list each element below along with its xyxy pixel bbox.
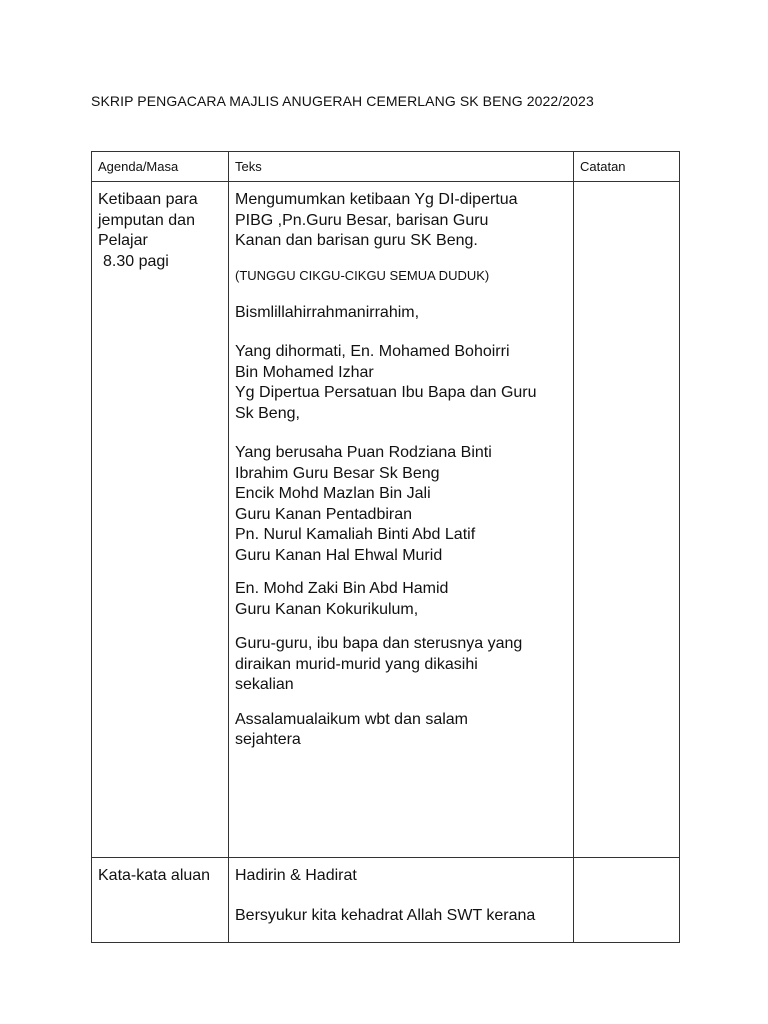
paragraph-gratitude: Bersyukur kita kehadrat Allah SWT kerana [235, 906, 536, 924]
text-line: sekalian [235, 676, 294, 693]
text-line: Yg Dipertua Persatuan Ibu Bapa dan Guru [235, 384, 537, 401]
paragraph-kokurikulum [235, 579, 567, 620]
agenda-line: jemputan dan [98, 211, 195, 229]
text-line: Kanan dan barisan guru SK Beng. [235, 232, 478, 249]
paragraph-audience [235, 634, 567, 696]
agenda-cell [92, 182, 229, 858]
document-title: SKRIP PENGACARA MAJLIS ANUGERAH CEMERLANG SK BENG 2022/2023 [91, 93, 594, 109]
agenda-line: Pelajar [98, 232, 148, 249]
text-line: Assalamualaikum wbt dan salam [235, 710, 468, 728]
teks-cell [229, 858, 574, 943]
text-line: Yang berusaha Puan Rodziana Binti [235, 444, 492, 461]
text-line: Guru Kanan Hal Ehwal Murid [235, 546, 443, 564]
text-line: Mengumumkan ketibaan Yg DI-dipertua [235, 191, 518, 208]
agenda-line: Ketibaan para [98, 191, 198, 208]
table-row-ketibaan [92, 182, 680, 858]
text-line: Encik Mohd Mazlan Bin Jali [235, 485, 431, 502]
paragraph-bismillah: Bismlillahirrahmanirrahim, [235, 303, 420, 321]
text-line: PIBG ,Pn.Guru Besar, barisan Guru [235, 211, 489, 229]
header-agenda: Agenda/Masa [92, 152, 229, 182]
teks-cell [229, 182, 574, 858]
text-line: diraikan murid-murid yang dikasihi [235, 655, 478, 673]
header-catatan: Catatan [574, 152, 680, 182]
text-line: En. Mohd Zaki Bin Abd Hamid [235, 580, 449, 597]
paragraph-honoured-guest [235, 342, 567, 424]
agenda-cell [92, 858, 229, 943]
script-table [91, 151, 680, 943]
paragraph-announcement [235, 190, 567, 252]
paragraph-greeting: Hadirin & Hadirat [235, 867, 357, 884]
catatan-cell [574, 858, 680, 943]
paragraph-school-officials [235, 443, 567, 566]
text-line: Yang dihormati, En. Mohamed Bohoirri [235, 343, 510, 360]
text-line: Ibrahim Guru Besar Sk Beng [235, 464, 440, 482]
header-teks: Teks [229, 152, 574, 182]
text-line: Pn. Nurul Kamaliah Binti Abd Latif [235, 526, 476, 543]
paragraph-salam [235, 710, 567, 751]
text-line: Guru Kanan Kokurikulum, [235, 600, 419, 618]
text-line: Sk Beng, [235, 404, 300, 422]
table-row-aluan [92, 858, 680, 943]
paragraph-instruction: (TUNGGU CIKGU-CIKGU SEMUA DUDUK) [235, 267, 490, 283]
table-header-row [92, 152, 680, 182]
text-line: Guru Kanan Pentadbiran [235, 505, 413, 523]
text-line: Guru-guru, ibu bapa dan sterusnya yang [235, 635, 523, 652]
agenda-line: Kata-kata aluan [98, 867, 211, 884]
agenda-time: 8.30 pagi [103, 252, 169, 270]
catatan-cell [574, 182, 680, 858]
text-line: sejahtera [235, 731, 301, 748]
text-line: Bin Mohamed Izhar [235, 363, 374, 381]
